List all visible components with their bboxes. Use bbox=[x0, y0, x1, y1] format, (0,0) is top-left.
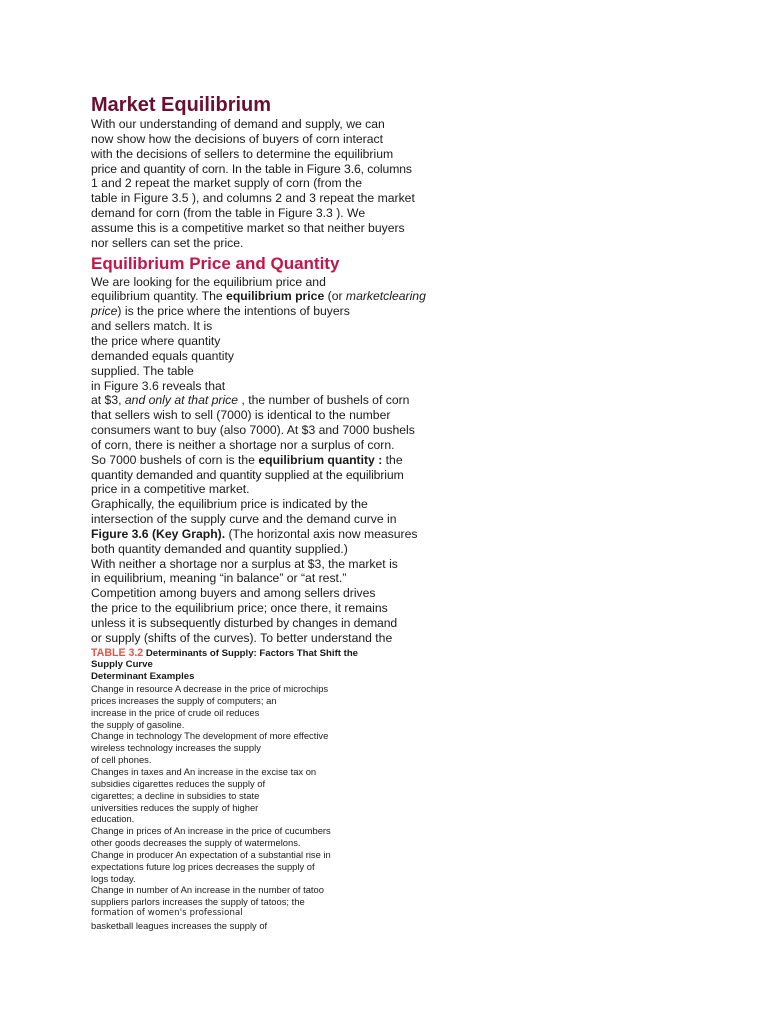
table-title-cont: Supply Curve bbox=[91, 659, 153, 671]
intro-paragraph bbox=[91, 117, 511, 251]
text-run: the bbox=[382, 452, 403, 467]
text-line: that sellers wish to sell (7000) is identical to the number bbox=[91, 408, 391, 423]
table-row: subsidies cigarettes reduces the supply of bbox=[91, 777, 266, 789]
table-row: Change in technology The development of more effective bbox=[91, 730, 329, 742]
text-line: table in Figure 3.5 ), and columns 2 and 3 repeat the market bbox=[91, 191, 415, 206]
text-line: demanded equals quantity bbox=[91, 348, 234, 363]
table-title-text: Determinants of Supply: Factors That Shift the bbox=[143, 647, 359, 659]
table-tag: TABLE 3.2 bbox=[91, 646, 144, 659]
table-row: cigarettes; a decline in subsidies to state bbox=[91, 789, 260, 801]
text-line: Competition among buyers and among sellers drives bbox=[91, 586, 376, 601]
text-line: price in a competitive market. bbox=[91, 482, 250, 497]
text-line: quantity demanded and quantity supplied at the equilibrium bbox=[91, 467, 404, 482]
text-line: consumers want to buy (also 7000). At $3 and 7000 bushels bbox=[91, 423, 415, 438]
text-line bbox=[91, 289, 511, 304]
text-line: Graphically, the equilibrium price is indicated by the bbox=[91, 497, 368, 512]
text-line: supplied. The table bbox=[91, 363, 194, 378]
text-line: in equilibrium, meaning “in balance” or “at rest.” bbox=[91, 571, 347, 586]
text-run: So 7000 bushels of corn is the bbox=[91, 452, 259, 467]
table-row: of cell phones. bbox=[91, 754, 152, 766]
table-row: the supply of gasoline. bbox=[91, 718, 185, 730]
table-row: education. bbox=[91, 813, 135, 825]
text-line: We are looking for the equilibrium price and bbox=[91, 274, 326, 289]
term-equilibrium-quantity: equilibrium quantity : bbox=[258, 452, 383, 467]
table-title bbox=[91, 648, 511, 660]
text-run: (or bbox=[324, 289, 346, 304]
text-line bbox=[91, 393, 511, 408]
text-line: both quantity demanded and quantity supplied.) bbox=[91, 541, 348, 556]
term-marketclearing: marketclearing bbox=[345, 289, 426, 304]
text-line bbox=[91, 527, 511, 542]
text-line: with the decisions of sellers to determine the equilibrium bbox=[91, 146, 394, 161]
heading-equilibrium-price-quantity: Equilibrium Price and Quantity bbox=[91, 253, 340, 273]
text-line: assume this is a competitive market so that neither buyers bbox=[91, 220, 405, 235]
term-price: price bbox=[91, 304, 118, 319]
text-run: equilibrium quantity. The bbox=[91, 289, 227, 304]
text-run: at $3, bbox=[91, 393, 125, 408]
table-row: logs today. bbox=[91, 872, 136, 884]
text-line: price and quantity of corn. In the table in Figure 3.6, columns bbox=[91, 161, 412, 176]
table-row: formation of women's professional bbox=[91, 908, 243, 919]
emphasis-only-at-that-price: and only at that price bbox=[124, 393, 239, 408]
heading-market-equilibrium: Market Equilibrium bbox=[91, 94, 272, 116]
table-row: Change in producer An expectation of a substantial rise in bbox=[91, 848, 331, 860]
table-row: Change in prices of An increase in the price of cucumbers bbox=[91, 825, 331, 837]
table-row: increase in the price of crude oil reduces bbox=[91, 706, 260, 718]
text-line: and sellers match. It is bbox=[91, 319, 213, 334]
document-page bbox=[91, 93, 511, 932]
text-run: ) is the price where the intentions of buyers bbox=[117, 304, 350, 319]
table-row: basketball leagues increases the supply of bbox=[91, 919, 268, 931]
table-3-2 bbox=[91, 648, 511, 932]
table-row: universities reduces the supply of higher bbox=[91, 801, 259, 813]
text-line: unless it is subsequently disturbed by changes in demand bbox=[91, 616, 398, 630]
text-line: demand for corn (from the table in Figure 3.3 ). We bbox=[91, 206, 366, 221]
text-line: now show how the decisions of buyers of corn interact bbox=[91, 131, 383, 146]
text-line: of corn, there is neither a shortage nor a surplus of corn. bbox=[91, 437, 395, 452]
table-column-header: Determinant Examples bbox=[91, 671, 195, 683]
text-line: nor sellers can set the price. bbox=[91, 235, 244, 250]
table-row: prices increases the supply of computers; an bbox=[91, 694, 277, 706]
equilibrium-paragraph bbox=[91, 275, 511, 646]
text-line: 1 and 2 repeat the market supply of corn (from the bbox=[91, 176, 362, 191]
text-line: in Figure 3.6 reveals that bbox=[91, 378, 226, 393]
table-row: Change in number of An increase in the number of tatoo bbox=[91, 884, 324, 896]
text-line: With our understanding of demand and supply, we can bbox=[91, 117, 385, 131]
table-row: other goods decreases the supply of watermelons. bbox=[91, 837, 301, 849]
text-line: the price where quantity bbox=[91, 333, 221, 348]
text-line bbox=[91, 304, 511, 319]
term-equilibrium-price: equilibrium price bbox=[226, 289, 325, 304]
text-run: (The horizontal axis now measures bbox=[225, 526, 418, 541]
table-row: Changes in taxes and An increase in the excise tax on bbox=[91, 765, 317, 777]
figure-reference: Figure 3.6 (Key Graph). bbox=[91, 526, 226, 541]
text-line bbox=[91, 453, 511, 468]
table-row: Change in resource A decrease in the price of microchips bbox=[91, 683, 329, 695]
table-row: suppliers parlors increases the supply of tatoos; the bbox=[91, 896, 305, 908]
text-line: With neither a shortage nor a surplus at $3, the market is bbox=[91, 556, 398, 571]
table-row: wireless technology increases the supply bbox=[91, 742, 261, 754]
table-row: expectations future log prices decreases the supply of bbox=[91, 860, 315, 872]
text-line: the price to the equilibrium price; once there, it remains bbox=[91, 601, 388, 616]
text-run: , the number of bushels of corn bbox=[238, 393, 410, 408]
text-line: intersection of the supply curve and the demand curve in bbox=[91, 512, 397, 527]
text-line: or supply (shifts of the curves). To better understand the bbox=[91, 630, 393, 645]
